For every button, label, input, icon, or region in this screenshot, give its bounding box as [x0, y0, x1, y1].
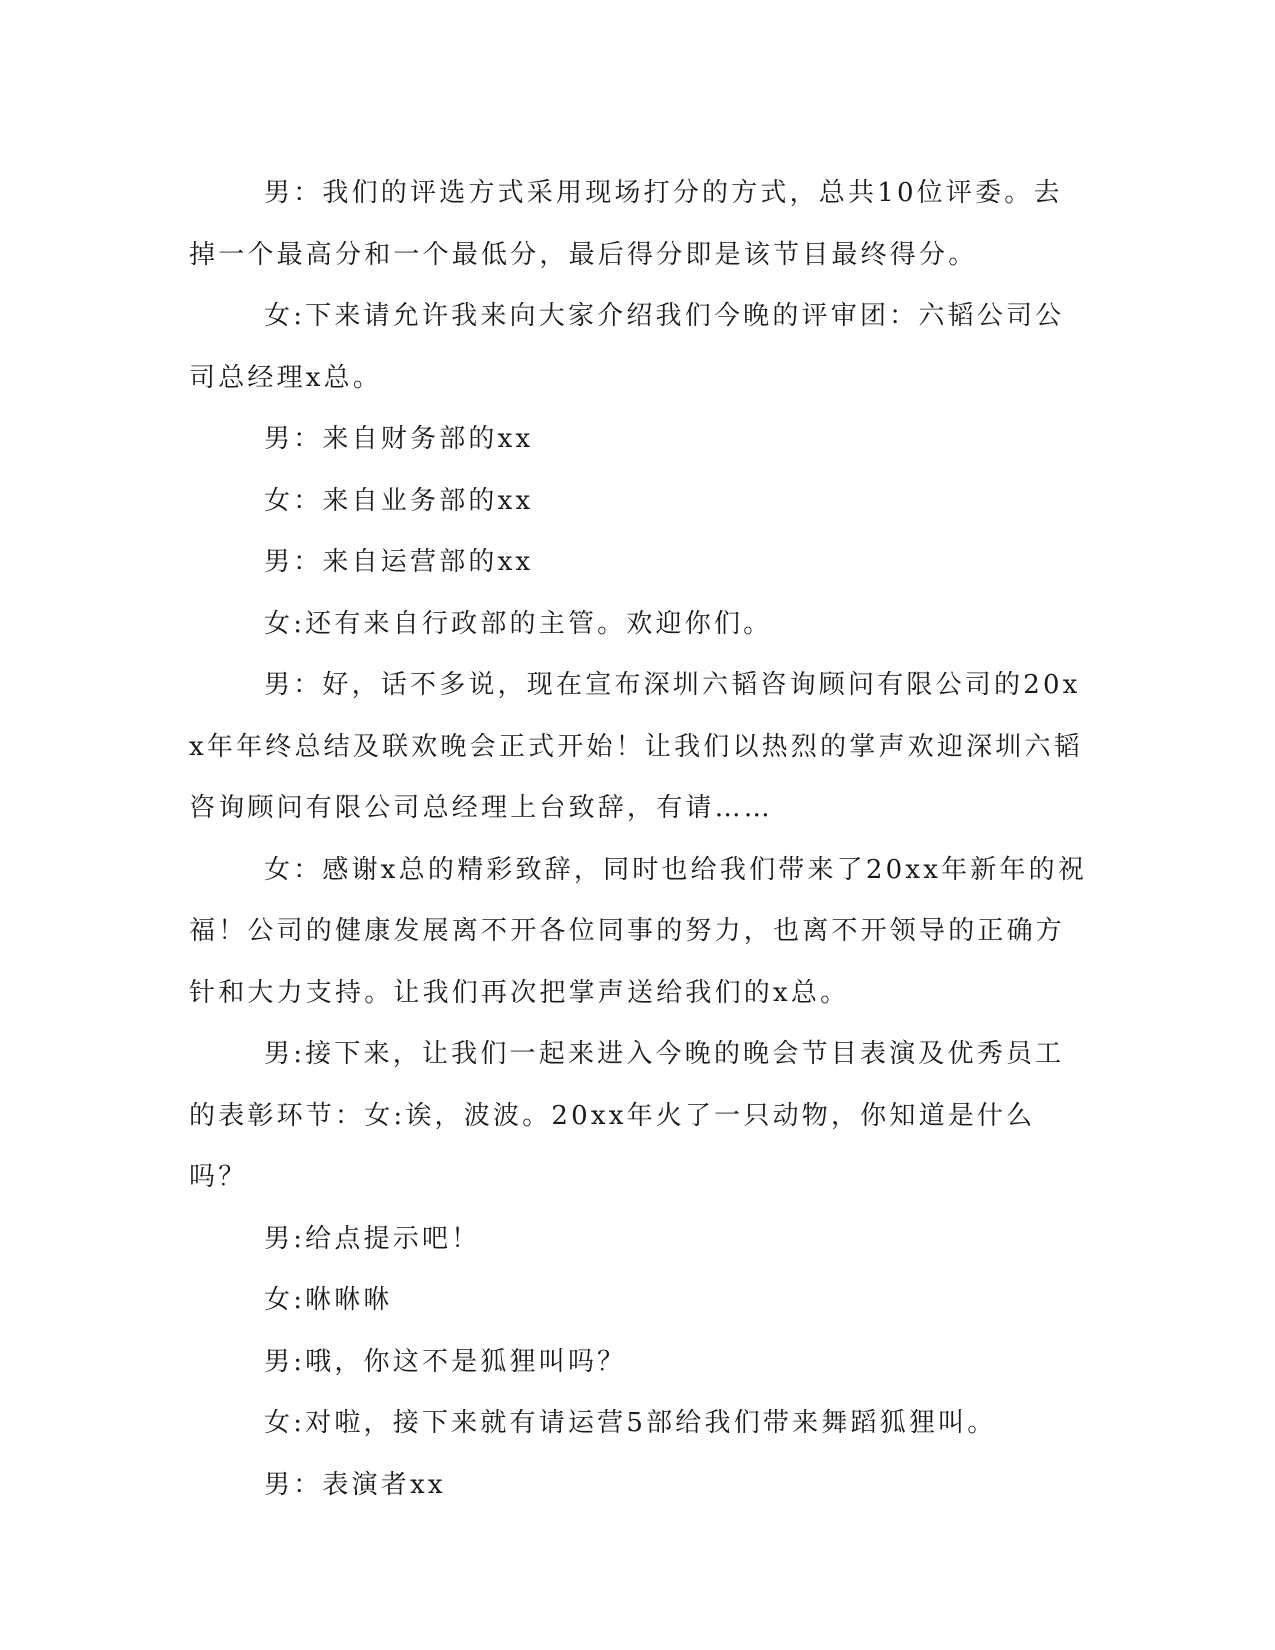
paragraph: 女:还有来自行政部的主管。欢迎你们。: [264, 608, 773, 639]
paragraph: 男：来自运营部的xx: [264, 547, 534, 577]
paragraph: 女：感谢x总的精彩致辞，同时也给我们带来了20xx年新年的祝福！公司的健康发展离不开各位同事的努力，也离不开领导的正确方针和大力支持。让我们再次把掌声送给我们的x总。: [189, 854, 1088, 1008]
paragraph: 男：我们的评选方式采用现场打分的方式，总共10位评委。去掉一个最高分和一个最低分，最后得分即是该节目最终得分。: [189, 178, 1063, 270]
paragraph: 女:对啦，接下来就有请运营5部给我们带来舞蹈狐狸叫。: [264, 1408, 997, 1438]
paragraph: 男:给点提示吧！: [264, 1223, 481, 1254]
document-body: [189, 163, 1089, 1516]
paragraph: 男：来自财务部的xx: [264, 424, 534, 454]
paragraph: 男：表演者xx: [264, 1469, 446, 1500]
paragraph: 女:下来请允许我来向大家介绍我们今晚的评审团：六韬公司公司总经理x总。: [189, 301, 1065, 393]
paragraph: 男：好，话不多说，现在宣布深圳六韬咨询顾问有限公司的20xx年年终总结及联欢晚会正式开始！让我们以热烈的掌声欢迎深圳六韬咨询顾问有限公司总经理上台致辞，有请……: [189, 670, 1083, 823]
paragraph: 男:哦，你这不是狐狸叫吗？: [264, 1346, 627, 1377]
paragraph: 男:接下来，让我们一起来进入今晚的晚会节目表演及优秀员工的表彰环节：女:诶，波波。20xx年火了一只动物，你知道是什么吗？: [189, 1039, 1065, 1192]
paragraph: 女:咻咻咻: [264, 1285, 393, 1315]
paragraph: 女：来自业务部的xx: [264, 485, 534, 516]
